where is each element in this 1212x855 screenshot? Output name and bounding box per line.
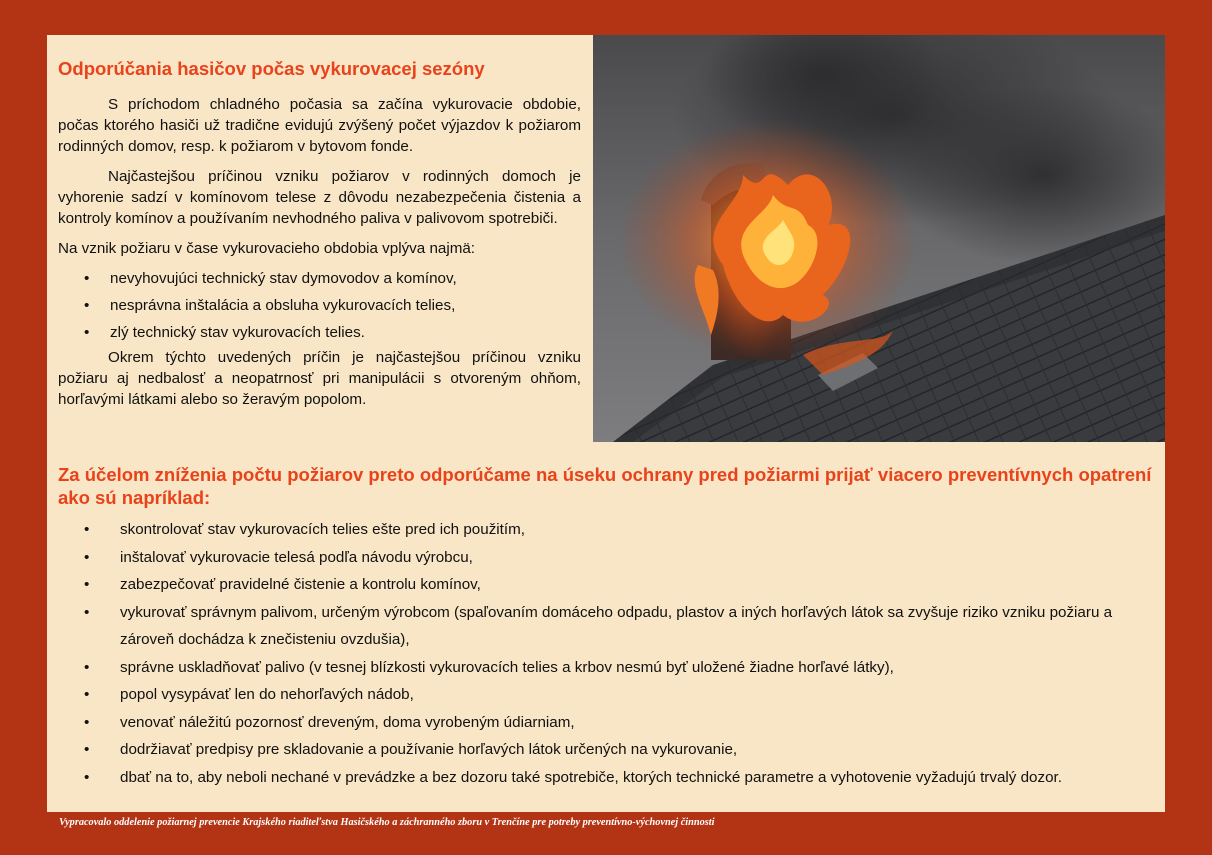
intro-column — [58, 57, 581, 419]
recommendations-heading: Za účelom zníženia počtu požiarov preto odporúčame na úseku ochrany pred požiarmi prijať viacero preventívnych opatrení ako sú napríklad: — [58, 464, 1152, 508]
bullet-icon: • — [84, 741, 90, 758]
list-item — [58, 654, 1158, 682]
list-item-text: správne uskladňovať palivo (v tesnej blízkosti vykurovacích telies a krbov nesmú byť uložené žiadne horľavé látky), — [120, 658, 894, 676]
list-item-text: vykurovať správnym palivom, určeným výrobcom (spaľovaním domáceho odpadu, plastov a iných horľavých látok sa zvyšuje riziko vzniku požiaru a zároveň dochádza k znečisteniu ovzdušia), — [120, 603, 1113, 648]
recommendations-list — [58, 516, 1158, 791]
list-item — [58, 268, 581, 289]
list-item-text: zlý technický stav vykurovacích telies. — [110, 324, 365, 341]
causes-intro: Na vznik požiaru v čase vykurovacieho obdobia vplýva najmä: — [58, 240, 476, 257]
list-item — [58, 544, 1158, 572]
list-item — [58, 322, 581, 343]
list-item-text: inštalovať vykurovacie telesá podľa návodu výrobcu, — [120, 548, 473, 566]
bullet-icon: • — [84, 576, 90, 593]
list-item-text: skontrolovať stav vykurovacích telies ešte pred ich použitím, — [120, 521, 525, 538]
list-item — [58, 764, 1158, 792]
bullet-icon: • — [84, 270, 90, 287]
bullet-icon: • — [84, 521, 90, 538]
chimney-fire-photo — [593, 35, 1165, 442]
list-item-text: nesprávna inštalácia a obsluha vykurovacích telies, — [110, 297, 456, 314]
content-panel — [47, 35, 1165, 812]
bullet-icon: • — [84, 603, 90, 621]
list-item-text: venovať náležitú pozornosť dreveným, doma vyrobeným údiarniam, — [120, 713, 575, 731]
list-item — [58, 295, 581, 316]
list-item-text: zabezpečovať pravidelné čistenie a kontrolu komínov, — [120, 576, 481, 593]
footer-credit: Vypracovalo oddelenie požiarnej prevencie Krajského riaditeľstva Hasičského a záchranného zboru v Trenčíne pre potreby preventívno-výchovnej činnosti — [59, 817, 715, 828]
page-title: Odporúčania hasičov počas vykurovacej sezóny — [58, 58, 485, 79]
list-item — [58, 516, 1158, 544]
bullet-icon: • — [84, 658, 90, 676]
list-item-text: dodržiavať predpisy pre skladovanie a používanie horľavých látok určených na vykurovanie, — [120, 741, 738, 758]
list-item-text: dbať na to, aby neboli nechané v prevádzke a bez dozoru také spotrebiče, ktorých technické parametre a vyhotovenie vyžadujú trvalý dozor. — [120, 768, 1062, 786]
list-item-text: popol vysypávať len do nehorľavých nádob, — [120, 686, 414, 703]
intro-paragraph: Najčastejšou príčinou vzniku požiarov v rodinných domoch je vyhorenie sadzí v komínovom telese z dôvodu nezabezpečenia čistenia a kontroly komínov a používaním nevhodného paliva v palivovom spotrebiči. — [58, 168, 581, 227]
bullet-icon: • — [84, 297, 90, 314]
list-item — [58, 681, 1158, 709]
intro-paragraph: S príchodom chladného počasia sa začína vykurovacie obdobie, počas ktorého hasiči už tradične evidujú zvýšený počet výjazdov k požiarom rodinných domov, resp. k požiarom v bytovom fonde. — [58, 96, 581, 155]
bullet-icon: • — [84, 548, 90, 566]
bullet-icon: • — [84, 713, 90, 731]
list-item — [58, 736, 1158, 764]
recommendations-section — [58, 463, 1158, 791]
causes-list — [58, 268, 581, 343]
closing-paragraph: Okrem týchto uvedených príčin je najčastejšou príčinou vzniku požiaru aj nedbalosť a neopatrnosť pri manipulácii s otvoreným ohňom, horľavými látkami alebo so žeravým popolom. — [58, 349, 581, 408]
list-item — [58, 599, 1158, 654]
bullet-icon: • — [84, 686, 90, 703]
list-item — [58, 571, 1158, 599]
list-item — [58, 709, 1158, 737]
bullet-icon: • — [84, 768, 90, 786]
list-item-text: nevyhovujúci technický stav dymovodov a komínov, — [110, 270, 457, 287]
bullet-icon: • — [84, 324, 90, 341]
